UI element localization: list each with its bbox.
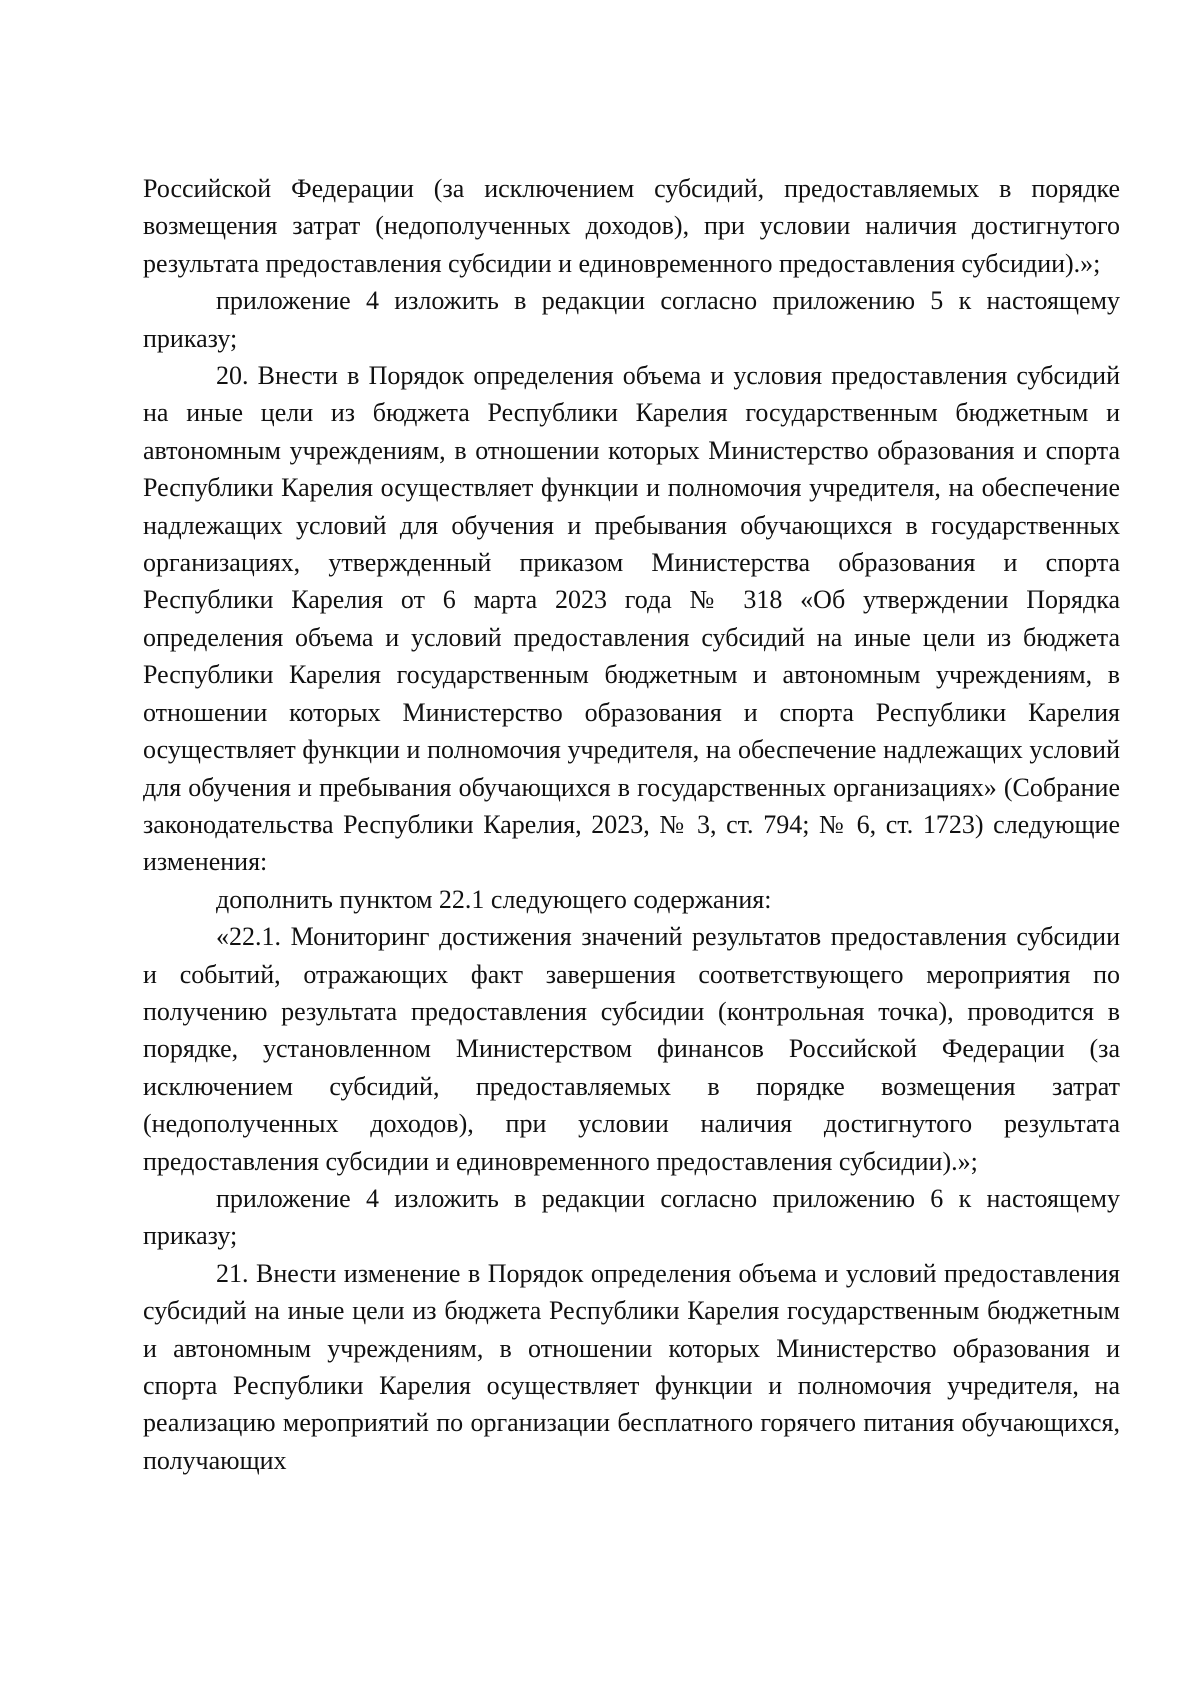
paragraph-continuation: Российской Федерации (за исключением субсидий, предоставляемых в порядке возмещения затрат (недополученных доходов), при условии наличия достигнутого результата предоставления субсидии и единовременного предоставления субсидии).»; <box>143 174 1120 278</box>
paragraph-add-item-22-1: дополнить пунктом 22.1 следующего содержания: <box>216 884 772 914</box>
document-body <box>143 170 1120 1479</box>
paragraph-appendix-4-item-20: приложение 4 изложить в редакции согласно приложению 6 к настоящему приказу; <box>143 1183 1120 1251</box>
paragraph-appendix-4-item-19: приложение 4 изложить в редакции согласно приложению 5 к настоящему приказу; <box>143 286 1120 353</box>
paragraph-item-21: 21. Внести изменение в Порядок определения объема и условий предоставления субсидий на иные цели из бюджета Республики Карелия государственным бюджетным и автономным учреждениям, в отношении которых Министерство образования и спорта Республики Карелия осуществляет функции и полномочия учредителя, на реализацию мероприятий по организации бесплатного горячего питания обучающихся, получающих <box>143 1258 1120 1475</box>
paragraph-item-20: 20. Внести в Порядок определения объема и условия предоставления субсидий на иные цели из бюджета Республики Карелия государственным бюджетным и автономным учреждениям, в отношении которых Министерство образования и спорта Республики Карелия осуществляет функции и полномочия учредителя, на обеспечение надлежащих условий для обучения и пребывания обучающихся в государственных организациях, утвержденный приказом Министерства образования и спорта Республики Карелия от 6 марта 2023 года № 318 «Об утверждении Порядка определения объема и условий предоставления субсидий на иные цели из бюджета Республики Карелия государственным бюджетным и автономным учреждениям, в отношении которых Министерство образования и спорта Республики Карелия осуществляет функции и полномочия учредителя, на обеспечение надлежащих условий для обучения и пребывания обучающихся в государственных организациях» (Собрание законодательства Республики Карелия, 2023, № 3, ст. 794; № 6, ст. 1723) следующие изменения: <box>143 361 1120 877</box>
paragraph-item-22-1-text: «22.1. Мониторинг достижения значений результатов предоставления субсидии и событий, отражающих факт завершения соответствующего мероприятия по получению результата предоставления субсидии (контрольная точка), проводится в порядке, установленном Министерством финансов Российской Федерации (за исключением субсидий, предоставляемых в порядке возмещения затрат (недополученных доходов), при условии наличия достигнутого результата предоставления субсидии и единовременного предоставления субсидии).»; <box>143 922 1120 1176</box>
